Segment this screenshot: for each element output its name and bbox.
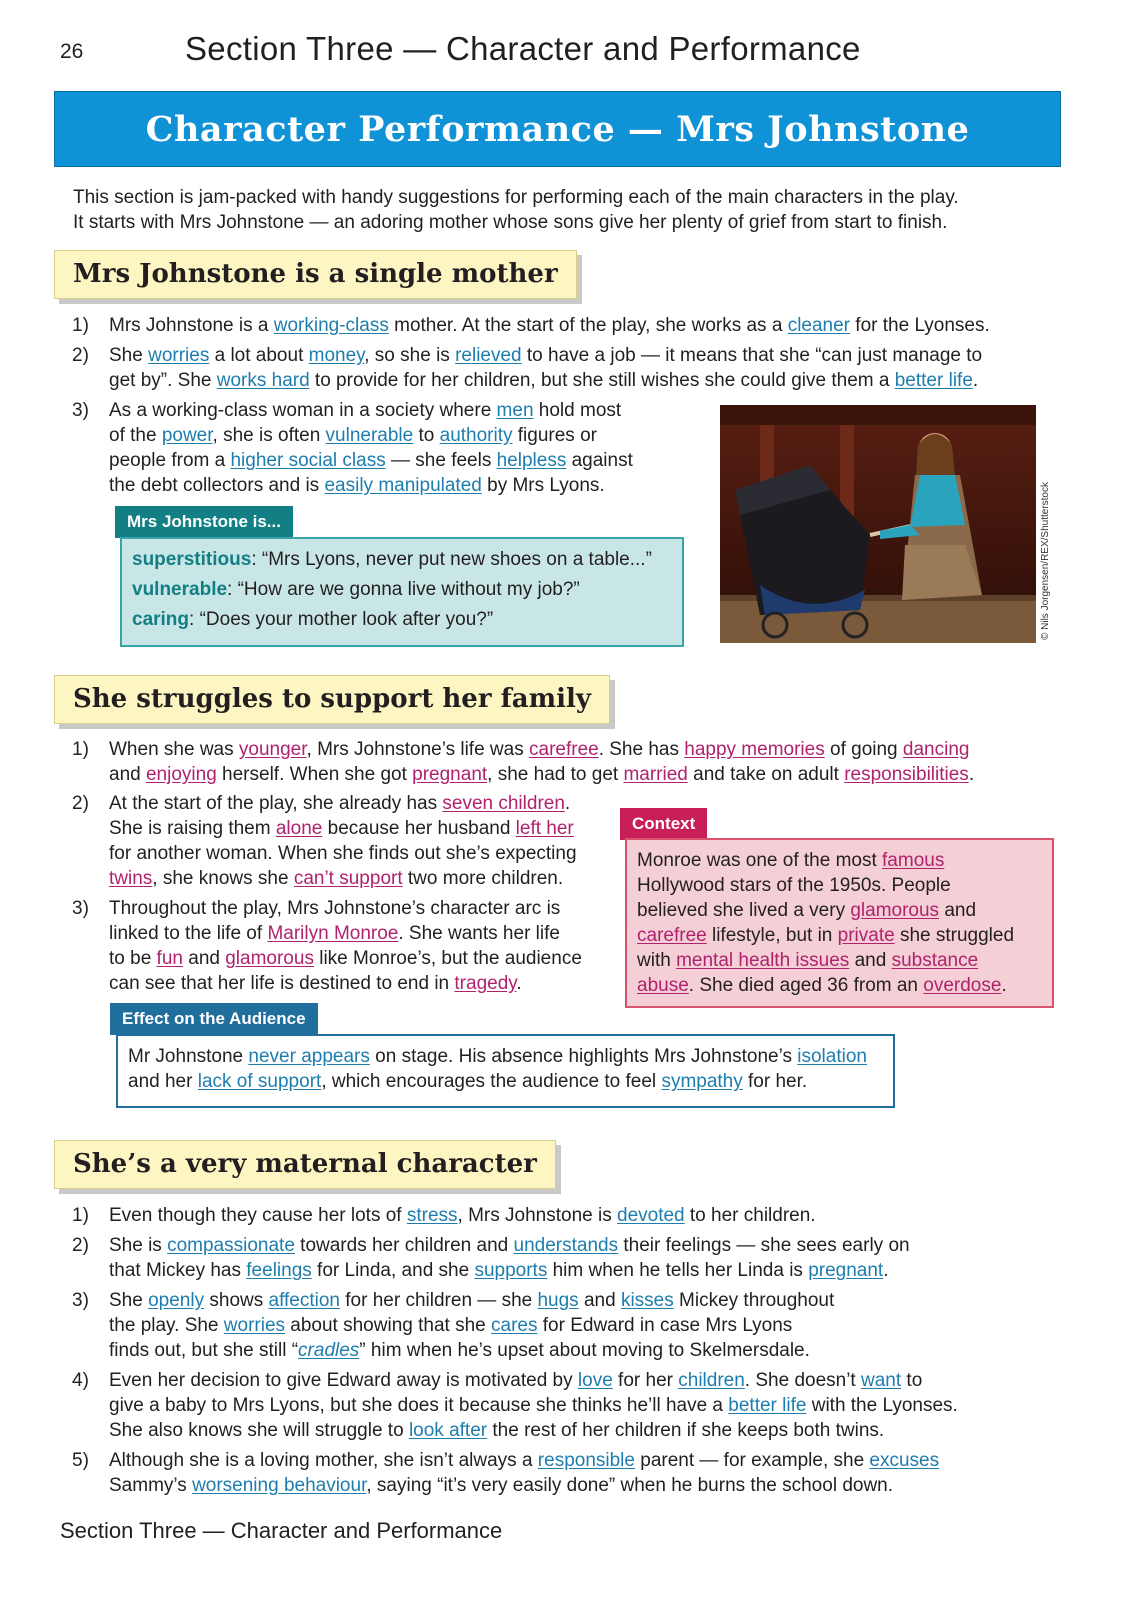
text-line <box>109 1448 1054 1473</box>
trait-rows <box>132 545 672 635</box>
intro-line: This section is jam-packed with handy suggestions for performing each of the main characters in the play. <box>73 187 959 208</box>
keyword-highlight: isolation <box>797 1046 867 1067</box>
list-item-number: 2) <box>72 345 89 366</box>
text-run: Even though they cause her lots of <box>109 1205 407 1226</box>
page-number: 26 <box>60 40 84 63</box>
keyword-highlight: can’t support <box>293 868 403 889</box>
text-run: . <box>516 973 522 994</box>
text-run: with <box>637 950 677 971</box>
text-run: get by”. She <box>109 370 217 391</box>
text-run: and <box>109 764 146 785</box>
keyword-highlight: enjoying <box>145 764 217 785</box>
text-line <box>128 1044 883 1069</box>
keyword-highlight: happy memories <box>684 739 825 760</box>
trait-term: superstitious <box>132 549 252 570</box>
text-run: parent — for example, she <box>634 1450 870 1471</box>
text-run: . <box>972 370 979 391</box>
trait-row <box>132 605 672 635</box>
keyword-highlight: excuses <box>869 1450 940 1471</box>
text-run: about showing that she <box>285 1315 491 1336</box>
text-run: Mickey throughout <box>673 1290 835 1311</box>
keyword-highlight: substance <box>891 950 979 971</box>
keyword-highlight: dancing <box>902 739 970 760</box>
text-run: him when he tells her Linda is <box>547 1260 809 1281</box>
text-run: for her <box>612 1370 679 1391</box>
keyword-highlight: authority <box>439 425 513 446</box>
struggles-list-first <box>54 737 1054 792</box>
text-run: She <box>109 1290 149 1311</box>
text-run: against <box>566 450 633 471</box>
text-run: . She has <box>598 739 685 760</box>
text-run: people from a <box>109 450 231 471</box>
section-title: Section Three — Character and Performance <box>185 30 861 67</box>
text-run: She also knows she will struggle to <box>109 1420 409 1441</box>
text-run: and <box>578 1290 621 1311</box>
photo-credit: © Nils Jorgensen/REX/Shutterstock <box>1040 482 1051 640</box>
text-line <box>109 946 624 971</box>
text-run: that Mickey has <box>109 1260 247 1281</box>
text-line <box>109 1338 1054 1363</box>
text-run: Even her decision to give Edward away is motivated by <box>109 1370 578 1391</box>
text-line <box>109 1233 1054 1258</box>
keyword-highlight: cradles <box>298 1340 360 1361</box>
text-run: . <box>564 793 571 814</box>
text-run: hold most <box>533 400 622 421</box>
text-run: for Edward in case Mrs Lyons <box>537 1315 793 1336</box>
text-run: She <box>109 345 149 366</box>
keyword-highlight: private <box>837 925 895 946</box>
stage-photo <box>720 405 1036 643</box>
keyword-highlight: working-class <box>273 315 389 336</box>
text-run: Hollywood stars of the 1950s. People <box>637 875 951 896</box>
list-item <box>54 1448 1054 1498</box>
keyword-highlight: easily manipulated <box>324 475 482 496</box>
keyword-highlight: pregnant <box>808 1260 884 1281</box>
text-line <box>109 971 624 996</box>
section-heading-struggles: She struggles to support her family <box>54 675 610 724</box>
text-run: believed she lived a very <box>637 900 851 921</box>
keyword-highlight: married <box>623 764 688 785</box>
text-run: give a baby to Mrs Lyons, but she does it because she thinks he’ll have a <box>109 1395 729 1416</box>
text-line <box>109 1418 1054 1443</box>
text-run: the play. She <box>109 1315 224 1336</box>
keyword-highlight: tragedy <box>454 973 517 994</box>
text-line <box>109 1258 1054 1283</box>
text-run: to <box>413 425 440 446</box>
text-run: with the Lyonses. <box>806 1395 958 1416</box>
text-run: on stage. His absence highlights Mrs Johnstone’s <box>369 1046 798 1067</box>
text-run: because her husband <box>322 818 516 839</box>
trait-row <box>132 545 672 575</box>
text-run: shows <box>204 1290 269 1311</box>
text-run: to provide for her children, but she still wishes she could give them a <box>309 370 895 391</box>
context-tab: Context <box>620 808 707 840</box>
keyword-highlight: want <box>861 1370 902 1391</box>
text-line <box>109 1473 1054 1498</box>
section-heading-maternal: She’s a very maternal character <box>54 1140 556 1189</box>
list-item-number: 2) <box>72 793 89 814</box>
trait-quote: : “How are we gonna live without my job?” <box>227 579 580 600</box>
page-title: Character Performance — Mrs Johnstone <box>145 108 970 150</box>
effect-box <box>116 1034 895 1108</box>
text-run: two more children. <box>402 868 564 889</box>
text-run: , Mrs Johnstone’s life was <box>306 739 529 760</box>
text-run: Sammy’s <box>109 1475 193 1496</box>
keyword-highlight: openly <box>148 1290 205 1311</box>
text-line <box>109 1203 1054 1228</box>
text-run: . <box>883 1260 889 1281</box>
keyword-highlight: compassionate <box>167 1235 295 1256</box>
list-item-number: 3) <box>72 898 89 919</box>
list-item-number: 2) <box>72 1235 89 1256</box>
text-run: Mr Johnstone <box>128 1046 249 1067</box>
keyword-highlight: pregnant <box>412 764 488 785</box>
keyword-highlight: carefree <box>529 739 599 760</box>
keyword-highlight: stress <box>406 1205 458 1226</box>
keyword-highlight: helpless <box>496 450 567 471</box>
text-line <box>109 368 1054 393</box>
text-run: like Monroe’s, but the audience <box>313 948 582 969</box>
text-run: , she is often <box>212 425 326 446</box>
list-item <box>54 343 1054 393</box>
list-item <box>54 1203 1054 1228</box>
trait-quote: : “Mrs Lyons, never put new shoes on a table...” <box>251 549 652 570</box>
text-run: finds out, but she still “ <box>109 1340 299 1361</box>
list-item-number: 3) <box>72 1290 89 1311</box>
text-run: can see that her life is destined to end in <box>109 973 455 994</box>
text-run: and take on adult <box>687 764 845 785</box>
text-run: . She doesn’t <box>744 1370 861 1391</box>
keyword-highlight: men <box>496 400 534 421</box>
text-line <box>109 896 624 921</box>
keyword-highlight: love <box>577 1370 613 1391</box>
text-run: As a working-class woman in a society where <box>109 400 497 421</box>
text-run: and her <box>128 1071 198 1092</box>
text-run: Mrs Johnstone is a <box>109 315 274 336</box>
text-run: , Mrs Johnstone is <box>457 1205 617 1226</box>
keyword-highlight: affection <box>268 1290 340 1311</box>
keyword-highlight: devoted <box>617 1205 685 1226</box>
text-run: . <box>968 764 975 785</box>
list-item-number: 1) <box>72 739 89 760</box>
text-run: figures or <box>512 425 597 446</box>
keyword-highlight: power <box>161 425 213 446</box>
keyword-highlight: abuse <box>637 975 689 996</box>
text-line <box>128 1069 883 1094</box>
keyword-highlight: kisses <box>620 1290 674 1311</box>
keyword-highlight: feelings <box>246 1260 312 1281</box>
trait-box <box>120 537 684 647</box>
keyword-highlight: lack of support <box>197 1071 322 1092</box>
trait-row <box>132 575 672 605</box>
text-run: their feelings — she sees early on <box>618 1235 910 1256</box>
stage-photo-image <box>720 405 1036 643</box>
text-line <box>109 313 1054 338</box>
intro-line: It starts with Mrs Johnstone — an adoring mother whose sons give her plenty of grief from start to finish. <box>73 212 948 233</box>
text-run: towards her children and <box>294 1235 514 1256</box>
text-line <box>109 921 624 946</box>
trait-box-tab: Mrs Johnstone is... <box>115 506 293 538</box>
text-run: by Mrs Lyons. <box>481 475 605 496</box>
keyword-highlight: hugs <box>537 1290 579 1311</box>
keyword-highlight: twins <box>109 868 153 889</box>
text-line <box>109 816 624 841</box>
keyword-highlight: alone <box>275 818 323 839</box>
text-run: herself. When she got <box>216 764 413 785</box>
text-line <box>109 1393 1054 1418</box>
keyword-highlight: overdose <box>923 975 1002 996</box>
keyword-highlight: higher social class <box>230 450 386 471</box>
text-line <box>109 343 1054 368</box>
text-run: she struggled <box>894 925 1015 946</box>
text-run: mother. At the start of the play, she works as a <box>388 315 788 336</box>
keyword-highlight: look after <box>408 1420 488 1441</box>
text-run: for Linda, and she <box>311 1260 475 1281</box>
text-run: — she feels <box>385 450 497 471</box>
keyword-highlight: relieved <box>455 345 522 366</box>
keyword-highlight: worsening behaviour <box>192 1475 367 1496</box>
keyword-highlight: left her <box>515 818 574 839</box>
page-banner <box>54 91 1061 167</box>
text-run: At the start of the play, she already has <box>109 793 443 814</box>
keyword-highlight: glamorous <box>225 948 314 969</box>
text-run: Although she is a loving mother, she isn’t always a <box>109 1450 538 1471</box>
keyword-highlight: fun <box>156 948 183 969</box>
text-run: and <box>182 948 226 969</box>
section-heading-single-mother: Mrs Johnstone is a single mother <box>54 250 577 299</box>
keyword-highlight: children <box>678 1370 745 1391</box>
text-line <box>109 737 1054 762</box>
list-item <box>54 896 624 996</box>
maternal-list <box>54 1203 1054 1503</box>
struggles-list-rest <box>54 791 624 1001</box>
text-run: for another woman. When she finds out she’s expecting <box>109 843 577 864</box>
text-run: for her children — she <box>340 1290 538 1311</box>
text-run: When she was <box>109 739 239 760</box>
keyword-highlight: glamorous <box>850 900 940 921</box>
text-line <box>109 1368 1054 1393</box>
text-run: . She wants her life <box>398 923 560 944</box>
text-run: of going <box>824 739 903 760</box>
text-run: , saying “it’s very easily done” when he burns the school down. <box>366 1475 894 1496</box>
keyword-highlight: money <box>308 345 365 366</box>
text-run: a lot about <box>209 345 309 366</box>
text-run: of the <box>109 425 162 446</box>
text-run: and <box>939 900 977 921</box>
keyword-highlight: famous <box>882 850 945 871</box>
keyword-highlight: seven children <box>442 793 565 814</box>
keyword-highlight: cares <box>491 1315 538 1336</box>
text-run: to her children. <box>684 1205 816 1226</box>
list-item <box>54 1233 1054 1283</box>
effect-tab: Effect on the Audience <box>110 1003 318 1035</box>
text-run: Monroe was one of the most <box>637 850 883 871</box>
keyword-highlight: understands <box>513 1235 619 1256</box>
text-line <box>637 948 1042 973</box>
keyword-highlight: Marilyn Monroe <box>267 923 399 944</box>
text-line <box>109 841 624 866</box>
text-run: , she had to get <box>487 764 624 785</box>
text-run: linked to the life of <box>109 923 268 944</box>
text-run: for her. <box>742 1071 808 1092</box>
keyword-highlight: better life <box>728 1395 807 1416</box>
text-line <box>109 866 624 891</box>
list-item <box>54 313 1054 338</box>
text-run: She is <box>109 1235 168 1256</box>
list-item <box>54 1288 1054 1363</box>
text-run: to have a job — it means that she “can just manage to <box>521 345 983 366</box>
text-run: . She died aged 36 from an <box>688 975 924 996</box>
keyword-highlight: never appears <box>248 1046 370 1067</box>
keyword-highlight: carefree <box>637 925 707 946</box>
trait-term: caring <box>132 609 190 630</box>
text-run: to be <box>109 948 157 969</box>
text-run: Throughout the play, Mrs Johnstone’s character arc is <box>109 898 561 919</box>
text-line <box>637 898 1042 923</box>
keyword-highlight: vulnerable <box>325 425 414 446</box>
list-item-number: 1) <box>72 1205 89 1226</box>
keyword-highlight: responsibilities <box>844 764 969 785</box>
text-run: lifestyle, but in <box>706 925 838 946</box>
text-run: the rest of her children if she keeps both twins. <box>487 1420 885 1441</box>
list-item-number: 4) <box>72 1370 89 1391</box>
list-item-number: 3) <box>72 400 89 421</box>
context-box <box>625 838 1054 1008</box>
keyword-highlight: mental health issues <box>676 950 850 971</box>
text-run: for the Lyonses. <box>850 315 990 336</box>
keyword-highlight: better life <box>894 370 973 391</box>
keyword-highlight: responsible <box>537 1450 635 1471</box>
trait-quote: : “Does your mother look after you?” <box>189 609 494 630</box>
text-line <box>109 791 624 816</box>
text-run: ” him when he’s upset about moving to Skelmersdale. <box>359 1340 810 1361</box>
text-run: She is raising them <box>109 818 276 839</box>
list-item-number: 1) <box>72 315 89 336</box>
text-line <box>109 762 1054 787</box>
keyword-highlight: supports <box>474 1260 548 1281</box>
text-line <box>637 973 1042 998</box>
text-run: to <box>901 1370 923 1391</box>
text-line <box>637 873 1042 898</box>
text-line <box>109 1288 1054 1313</box>
list-item <box>54 791 624 891</box>
keyword-highlight: worries <box>148 345 210 366</box>
list-item <box>54 737 1054 787</box>
keyword-highlight: younger <box>238 739 307 760</box>
text-run: , she knows she <box>152 868 294 889</box>
list-item-number: 5) <box>72 1450 89 1471</box>
text-run: , so she is <box>364 345 456 366</box>
text-line <box>109 1313 1054 1338</box>
footer-section-title: Section Three — Character and Performance <box>60 1518 503 1543</box>
keyword-highlight: sympathy <box>661 1071 743 1092</box>
trait-term: vulnerable <box>132 579 228 600</box>
text-line <box>637 923 1042 948</box>
text-run: the debt collectors and is <box>109 475 325 496</box>
text-run: and <box>849 950 892 971</box>
text-run: , which encourages the audience to feel <box>321 1071 662 1092</box>
list-item <box>54 1368 1054 1443</box>
text-line <box>637 848 1042 873</box>
keyword-highlight: cleaner <box>787 315 851 336</box>
text-run: . <box>1001 975 1007 996</box>
keyword-highlight: works hard <box>216 370 310 391</box>
intro-paragraph <box>73 185 1063 235</box>
keyword-highlight: worries <box>223 1315 286 1336</box>
